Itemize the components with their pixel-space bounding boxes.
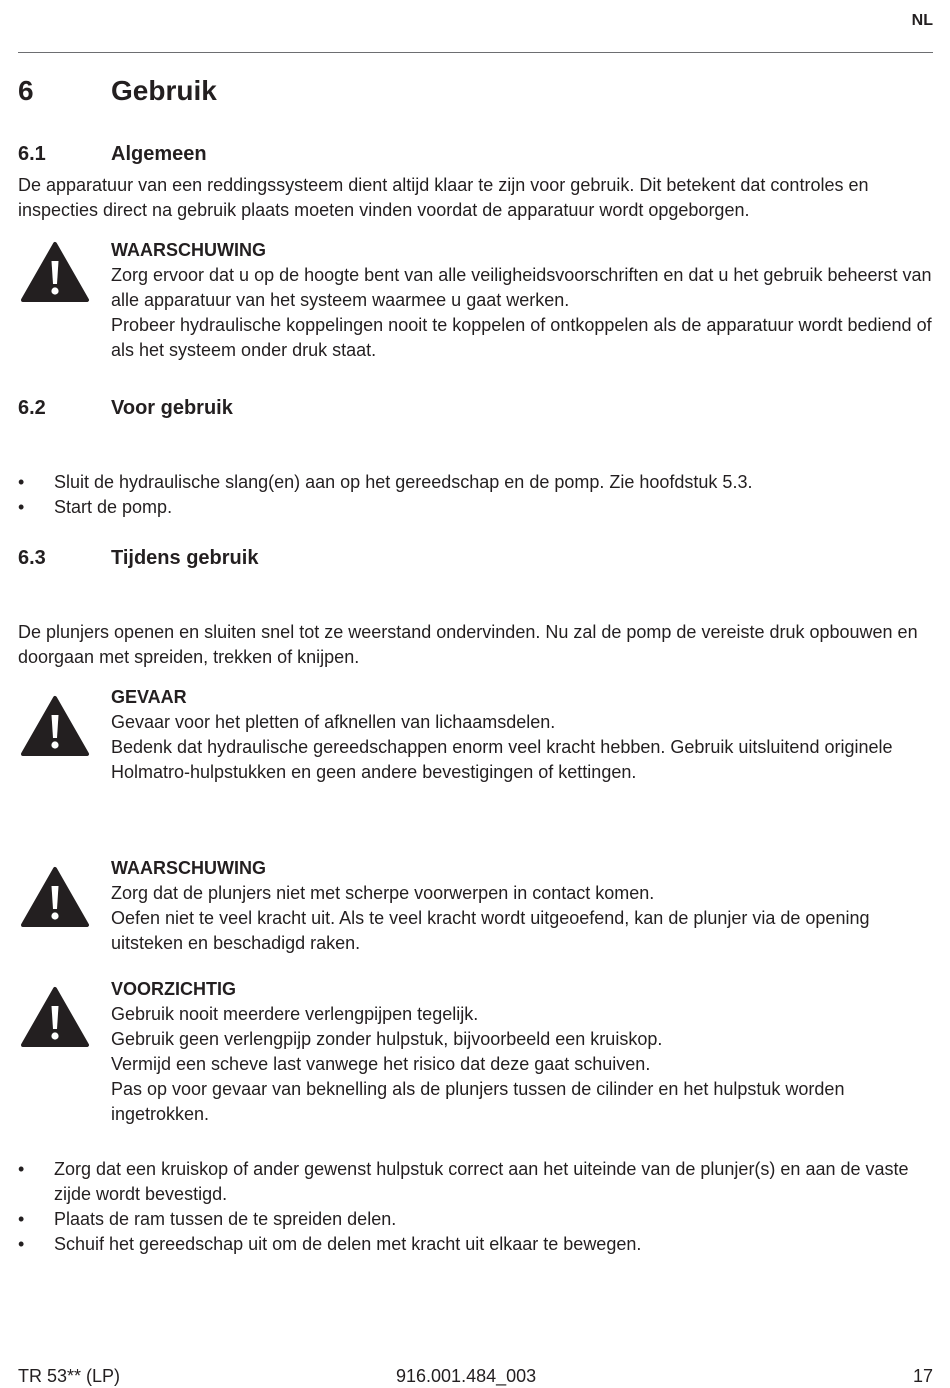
list-item: • Zorg dat een kruiskop of ander gewenst hulpstuk correct aan het uiteinde van de plunjer(s) en aan de vaste zijde wordt bevestigd. [18,1159,909,1204]
section-title-algemeen: Algemeen [111,143,207,165]
section-number-6-2: 6.2 [18,397,46,419]
list-item: • Schuif het gereedschap uit om de delen met kracht uit elkaar te bewegen. [18,1234,642,1254]
warning-text: Zorg dat de plunjers niet met scherpe voorwerpen in contact komen. [111,883,655,903]
section-title-tijdens-gebruik: Tijdens gebruik [111,547,259,569]
warning-title: WAARSCHUWING [111,858,266,878]
list-item: • Start de pomp. [18,497,173,517]
language-code: NL [911,12,933,29]
danger-text: Gevaar voor het pletten of afknellen van lichaamsdelen. [111,712,556,732]
danger-block [111,685,941,785]
section-title-voor-gebruik: Voor gebruik [111,397,233,419]
footer-model: TR 53** (LP) [18,1366,121,1386]
bullet-list-voor-gebruik [18,470,934,520]
list-item: • Plaats de ram tussen de te spreiden delen. [18,1209,397,1229]
bullet-list-tijdens-gebruik [18,1157,934,1257]
page-number: 17 [912,1366,933,1386]
caution-triangle-icon [20,986,90,1048]
footer-document-number: 916.001.484_003 [396,1366,537,1386]
caution-block [111,977,941,1127]
danger-triangle-icon [20,695,90,757]
section-6-1-intro: De apparatuur van een reddingssysteem dient altijd klaar te zijn voor gebruik. Dit betekent dat controles en inspecties direct na gebruik plaats moeten vinden voordat de apparatuur wordt opgeborgen. [18,175,869,220]
caution-text: Gebruik nooit meerdere verlengpijpen tegelijk. [111,1004,479,1024]
chapter-title: Gebruik [111,75,217,106]
caution-text: Pas op voor gevaar van beknelling als de plunjers tussen de cilinder en het hulpstuk worden ingetrokken. [111,1079,845,1124]
warning-text: Oefen niet te veel kracht uit. Als te veel kracht wordt uitgeoefend, kan de plunjer via de opening uitsteken en beschadigd raken. [111,908,870,953]
caution-title: VOORZICHTIG [111,979,236,999]
warning-block-plunjers [111,856,941,956]
danger-text: Bedenk dat hydraulische gereedschappen enorm veel kracht hebben. Gebruik uitsluitend originele Holmatro-hulpstukken en geen andere bevestigingen of kettingen. [111,737,893,782]
caution-text: Vermijd een scheve last vanwege het risico dat deze gaat schuiven. [111,1054,651,1074]
caution-text: Gebruik geen verlengpijp zonder hulpstuk, bijvoorbeeld een kruiskop. [111,1029,663,1049]
warning-title: WAARSCHUWING [111,240,266,260]
section-number-6-1: 6.1 [18,143,46,165]
danger-title: GEVAAR [111,687,187,707]
warning-text: Probeer hydraulische koppelingen nooit te koppelen of ontkoppelen als de apparatuur wordt bediend of als het systeem onder druk staat. [111,315,932,360]
chapter-number: 6 [18,75,34,106]
warning-triangle-icon [20,241,90,303]
warning-text: Zorg ervoor dat u op de hoogte bent van alle veiligheidsvoorschriften en dat u het gebruik beheerst van alle apparatuur van het systeem waarmee u gaat werken. [111,265,932,310]
section-number-6-3: 6.3 [18,547,46,569]
list-item: • Sluit de hydraulische slang(en) aan op het gereedschap en de pomp. Zie hoofdstuk 5.3. [18,472,753,492]
header-rule [18,52,933,53]
section-6-3-intro: De plunjers openen en sluiten snel tot ze weerstand ondervinden. Nu zal de pomp de vereiste druk opbouwen en doorgaan met spreiden, trekken of knijpen. [18,622,918,667]
warning-triangle-icon [20,866,90,928]
warning-block-general [111,238,941,363]
